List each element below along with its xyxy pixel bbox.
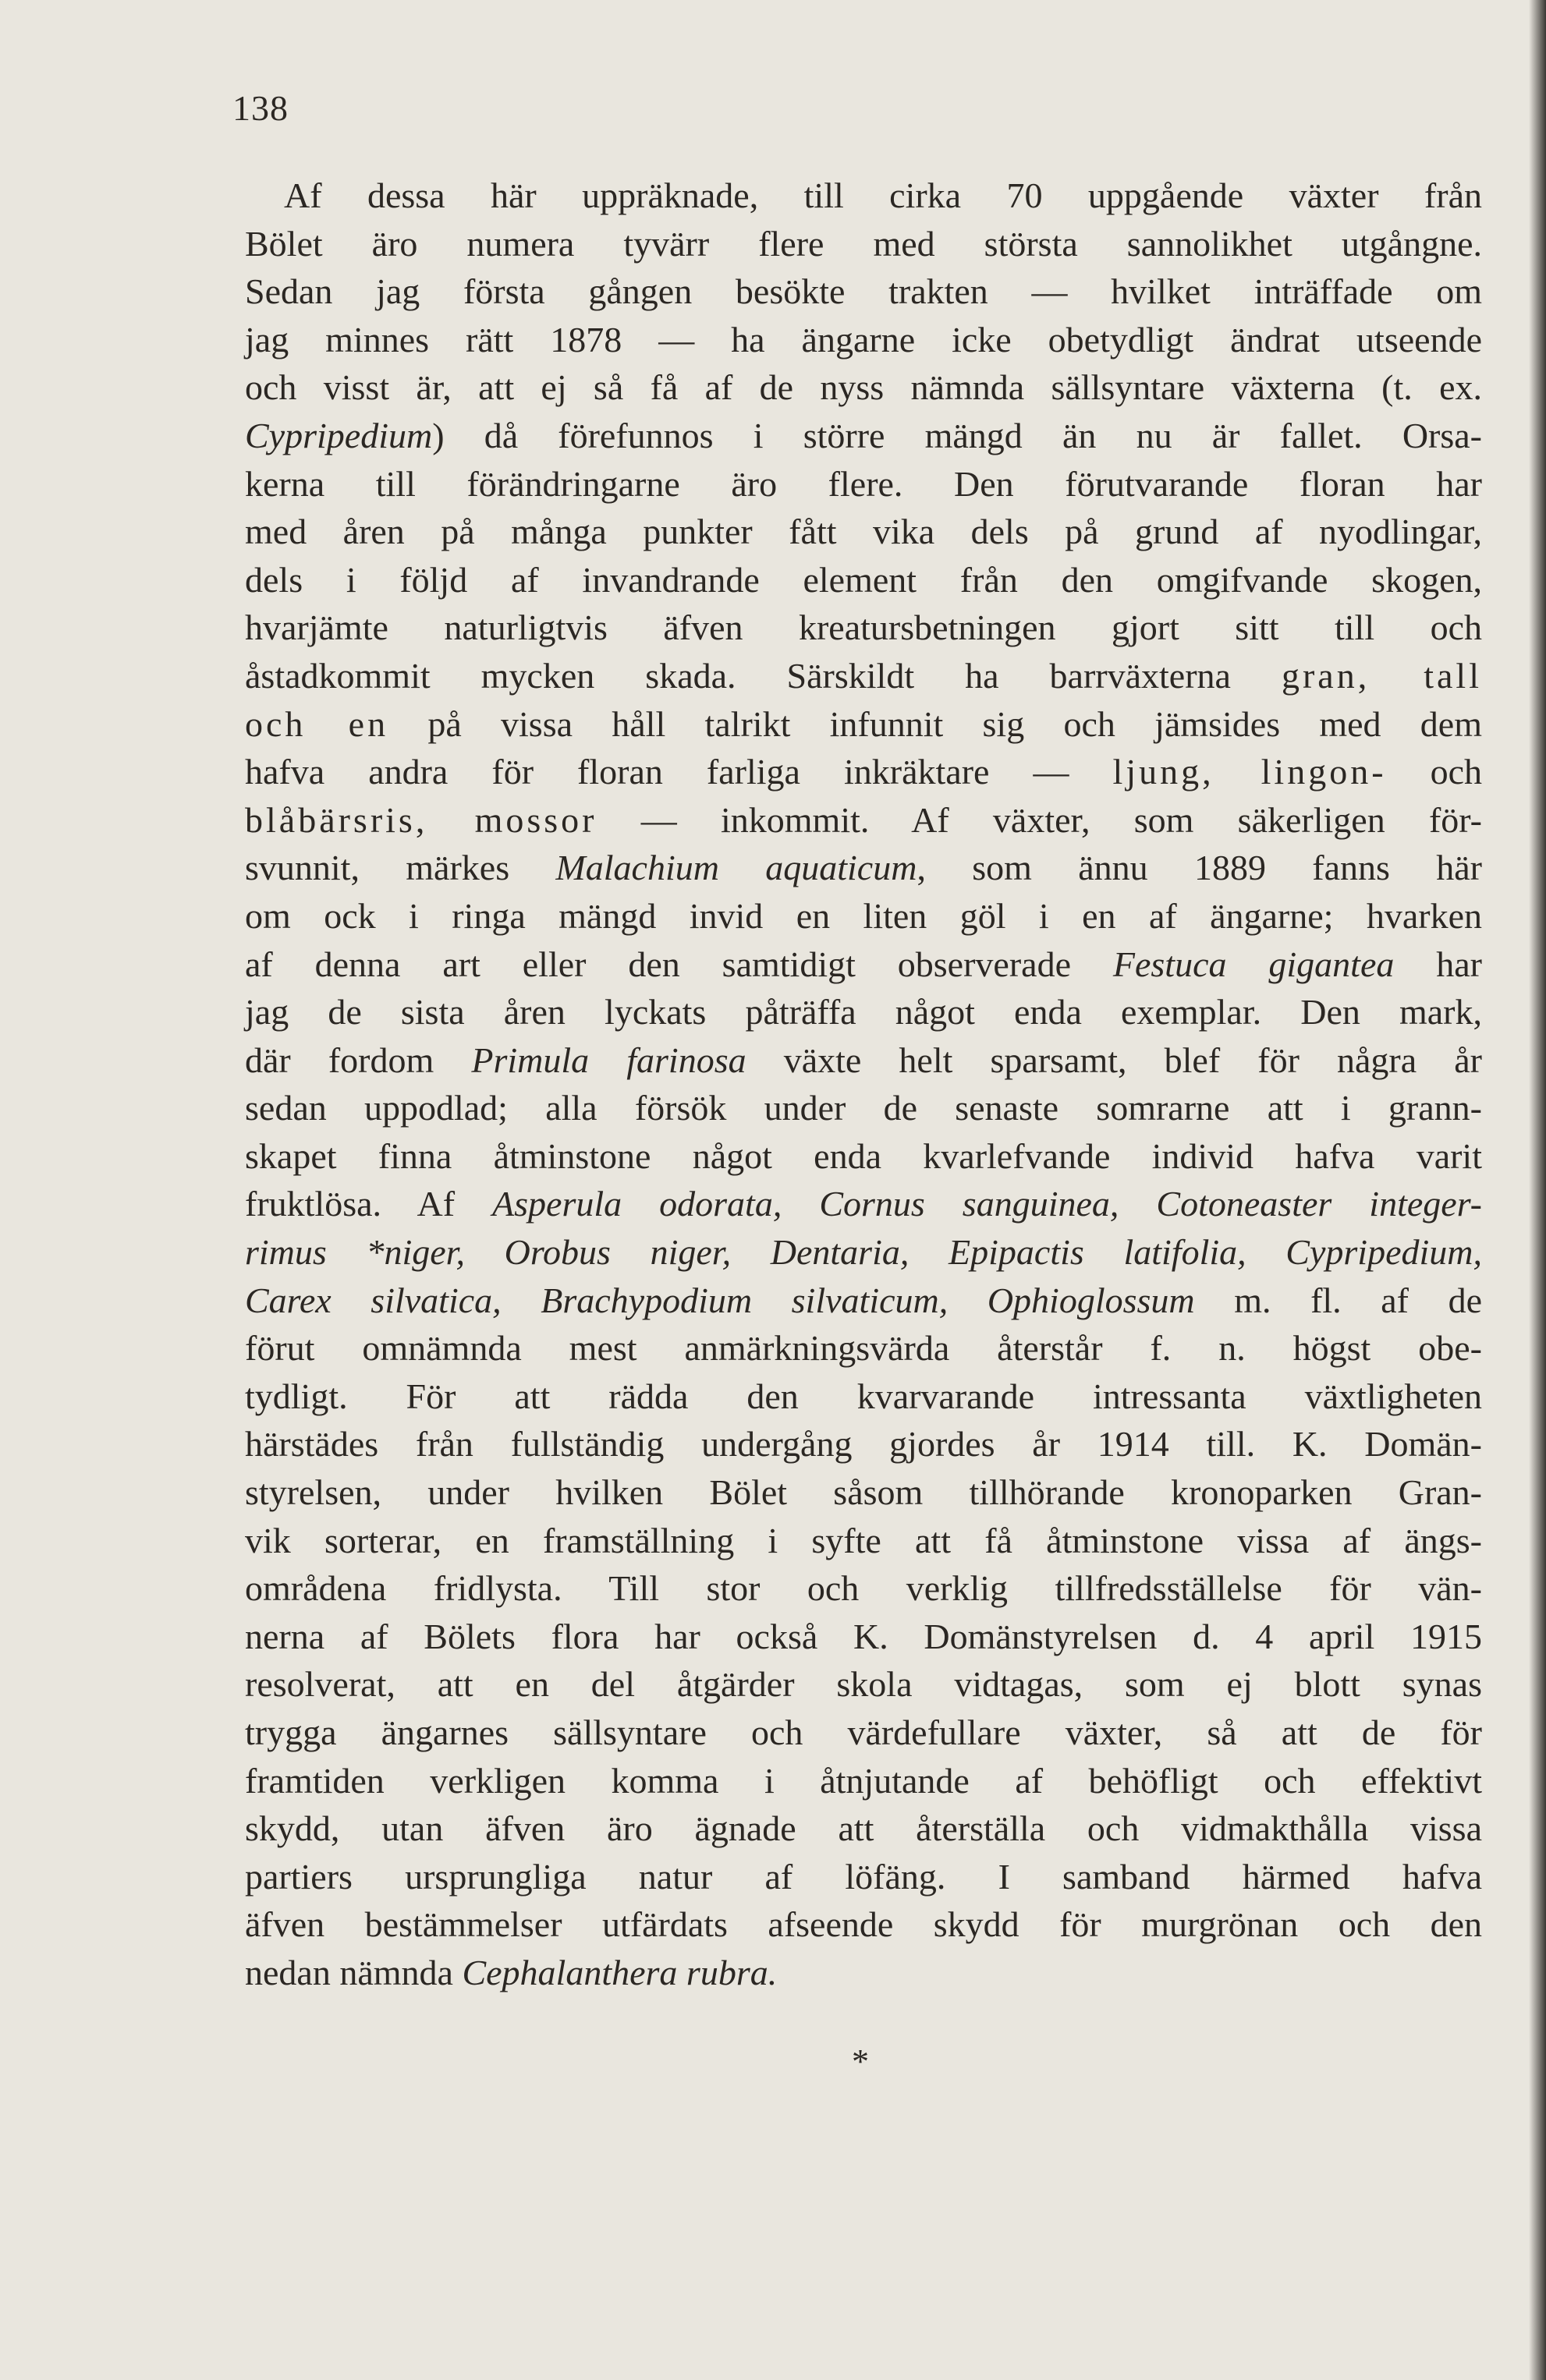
text-line — [245, 556, 1482, 604]
text-segment: förut omnämnda mest anmärkningsvärda återstår f. n. högst obe- — [245, 1328, 1482, 1369]
text-line — [245, 1277, 1482, 1325]
text-line — [245, 1180, 1482, 1228]
text-line — [245, 267, 1482, 316]
text-line — [245, 1036, 1482, 1085]
body-text — [245, 172, 1482, 1997]
text-line — [245, 1900, 1482, 1949]
text-line — [245, 1949, 1482, 1997]
text-line — [245, 892, 1482, 940]
text-segment: med åren på många punkter fått vika dels på grund af nyodlingar, — [245, 512, 1482, 552]
text-line — [245, 1517, 1482, 1565]
spaced-text: och en — [245, 703, 389, 744]
text-line — [245, 1324, 1482, 1372]
text-line — [245, 508, 1482, 556]
text-line — [245, 1372, 1482, 1421]
text-line — [245, 1804, 1482, 1853]
text-segment: skydd, utan äfven äro ägnade att återställa och vidmakthålla vissa — [245, 1808, 1482, 1849]
page-edge-shadow — [1529, 0, 1546, 2380]
italic-text: Primula farinosa — [471, 1039, 746, 1080]
spaced-text: gran, tall — [1281, 655, 1482, 696]
text-line — [245, 1468, 1482, 1517]
text-segment: på vissa håll talrikt infunnit sig och jämsides med dem — [388, 703, 1482, 744]
text-segment: dels i följd af invandrande element från den omgifvande skogen, — [245, 559, 1482, 600]
text-segment: Bölet äro numera tyvärr flere med största sannolikhet utgångne. — [245, 223, 1482, 264]
text-line — [245, 460, 1482, 508]
text-line — [245, 1757, 1482, 1805]
text-line — [245, 604, 1482, 652]
text-segment: åstadkommit mycken skada. Särskildt ha barrväxterna — [245, 655, 1282, 696]
text-line — [245, 988, 1482, 1036]
text-segment: tydligt. För att rädda den kvarvarande intressanta växtligheten — [245, 1376, 1482, 1416]
text-segment: af denna art eller den samtidigt observerade — [245, 944, 1113, 984]
text-line — [245, 220, 1482, 268]
text-segment: äfven bestämmelser utfärdats afseende skydd för murgrönan och den — [245, 1904, 1482, 1945]
text-segment: Sedan jag första gången besökte trakten — hvilket inträffade om — [245, 271, 1482, 312]
text-segment: svunnit, märkes — [245, 848, 556, 888]
text-segment: jag de sista åren lyckats påträffa något enda exemplar. Den mark, — [245, 992, 1482, 1032]
text-line — [245, 844, 1482, 892]
text-line — [245, 172, 1482, 220]
text-line — [245, 363, 1482, 412]
text-segment: kerna till förändringarne äro flere. Den förutvarande floran har — [245, 463, 1482, 504]
text-line — [245, 748, 1482, 796]
text-segment: har — [1394, 944, 1482, 984]
spaced-text: blåbärsris, mossor — [245, 799, 597, 840]
text-line — [245, 1613, 1482, 1661]
text-segment: vik sorterar, en framställning i syfte att få åtminstone vissa af ängs- — [245, 1520, 1482, 1560]
text-line — [245, 652, 1482, 700]
text-segment: framtiden verkligen komma i åtnjutande af behöfligt och effektivt — [245, 1760, 1482, 1801]
italic-text: rimus *niger, Orobus niger, Dentaria, Epipactis latifolia, Cypripedium, — [245, 1232, 1482, 1273]
text-line — [245, 940, 1482, 989]
text-line — [245, 1132, 1482, 1181]
text-segment: och visst är, att ej så få af de nyss nämnda sällsyntare växterna (t. ex. — [245, 367, 1482, 408]
text-segment: sedan uppodlad; alla försök under de senaste somrarne att i grann- — [245, 1088, 1482, 1128]
text-segment: hafva andra för floran farliga inkräktare — — [245, 752, 1113, 792]
italic-text: Malachium aquaticum — [555, 848, 917, 888]
text-segment: växte helt sparsamt, blef för några år — [746, 1039, 1482, 1080]
text-line — [245, 1564, 1482, 1613]
text-segment: hvarjämte naturligtvis äfven kreatursbetningen gjort sitt till och — [245, 607, 1482, 648]
text-line — [245, 1660, 1482, 1709]
text-segment: om ock i ringa mängd invid en liten göl i en af ängarne; hvarken — [245, 895, 1482, 936]
text-line — [245, 316, 1482, 364]
text-line — [245, 700, 1482, 749]
text-segment: nedan nämnda — [245, 1952, 463, 1992]
text-segment: Af dessa här uppräknade, till cirka 70 uppgående växter från — [284, 175, 1482, 215]
text-line — [245, 1853, 1482, 1901]
text-segment: m. fl. af de — [1194, 1280, 1482, 1320]
italic-text: Carex silvatica, Brachypodium silvaticum, Ophioglossum — [245, 1280, 1195, 1320]
text-line — [245, 796, 1482, 845]
text-segment: styrelsen, under hvilken Bölet såsom tillhörande kronoparken Gran- — [245, 1472, 1482, 1513]
italic-text: Festuca gigantea — [1112, 944, 1395, 984]
italic-text: Cypripedium — [245, 415, 433, 455]
text-segment: trygga ängarnes sällsyntare och värdefullare växter, så att de för — [245, 1712, 1482, 1752]
text-segment: partiers ursprungliga natur af löfäng. I samband härmed hafva — [245, 1856, 1482, 1897]
text-segment: där fordom — [245, 1039, 472, 1080]
text-segment: resolverat, att en del åtgärder skola vidtagas, som ej blott synas — [245, 1664, 1482, 1705]
text-line — [245, 1228, 1482, 1277]
text-segment: och — [1386, 752, 1482, 792]
text-segment: — inkommit. Af växter, som säkerligen för- — [597, 799, 1482, 840]
text-segment: områdena fridlysta. Till stor och verklig tillfredsställelse för vän- — [245, 1568, 1482, 1609]
text-line — [245, 1084, 1482, 1132]
italic-text: Cephalanthera rubra. — [462, 1952, 778, 1992]
italic-text: Asperula odorata, Cornus sanguinea, Cotoneaster integer- — [492, 1184, 1482, 1224]
text-segment: ) då förefunnos i större mängd än nu är fallet. Orsa- — [432, 415, 1482, 455]
text-segment: , som ännu 1889 fanns här — [917, 848, 1482, 888]
text-segment: jag minnes rätt 1878 — ha ängarne icke obetydligt ändrat utseende — [245, 319, 1482, 359]
text-line — [245, 412, 1482, 460]
text-segment: fruktlösa. Af — [245, 1184, 493, 1224]
section-separator: * — [852, 2042, 869, 2081]
page-number: 138 — [232, 88, 289, 128]
text-segment: skapet finna åtminstone något enda kvarlefvande individ hafva varit — [245, 1135, 1482, 1176]
spaced-text: ljung, lingon- — [1112, 752, 1387, 792]
text-segment: nerna af Bölets flora har också K. Domänstyrelsen d. 4 april 1915 — [245, 1616, 1482, 1656]
text-segment: härstädes från fullständig undergång gjordes år 1914 till. K. Domän- — [245, 1424, 1482, 1464]
text-line — [245, 1709, 1482, 1757]
text-line — [245, 1420, 1482, 1468]
